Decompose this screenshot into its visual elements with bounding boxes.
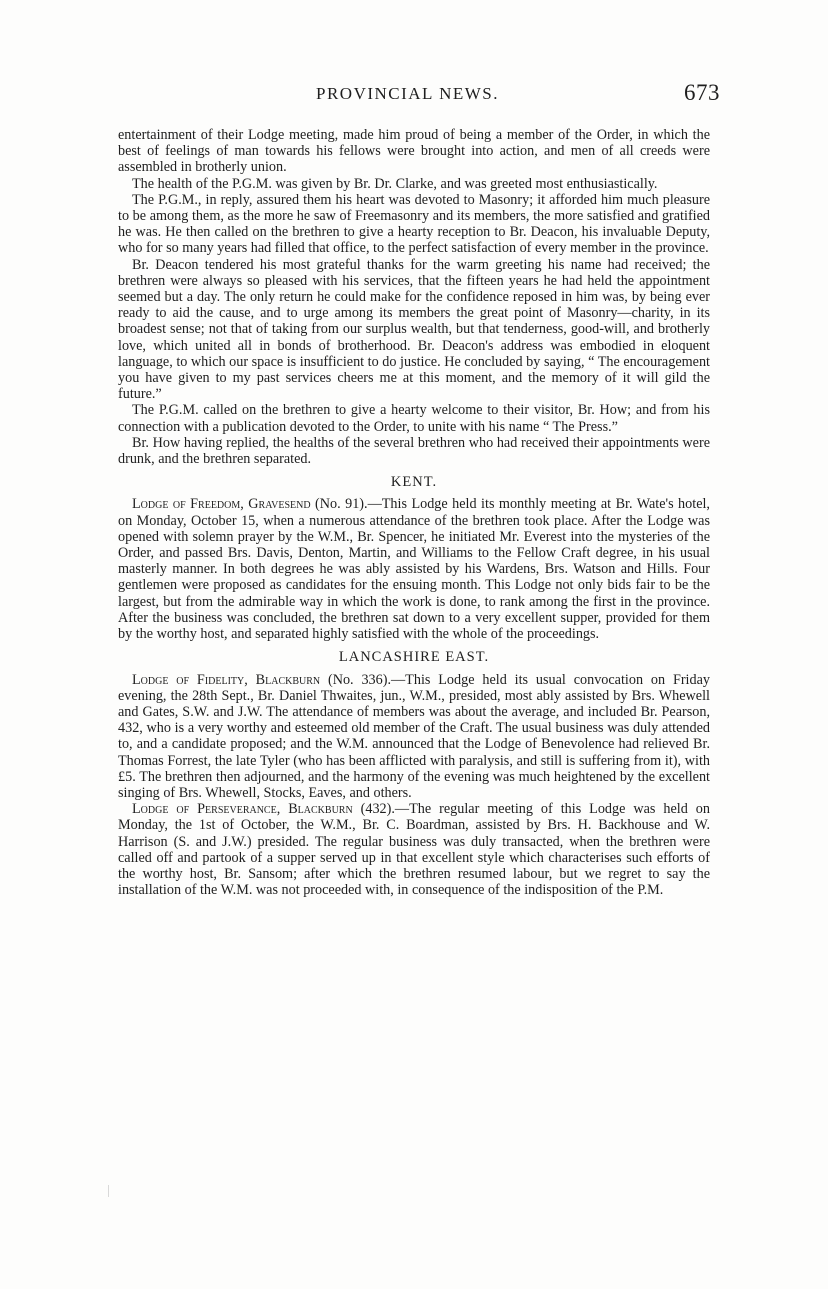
paragraph: The P.G.M. called on the brethren to give a hearty welcome to their visitor, Br. How; and from his connection with a publication devoted to the Order, to unite with his name “ The Press.” — [118, 402, 710, 435]
paragraph-text: (No. 91).—This Lodge held its monthly meeting at Br. Wate's hotel, on Monday, October 15, when a numerous attendance of the brethren took place. After the Lodge was opened with solemn prayer by the W.M., Br. Spencer, he initiated Mr. Everest into the mysteries of the Order, and passed Brs. Davis, Denton, Martin, and Williams to the Fellow Craft degree, in his usual masterly manner. In both degrees he was ably assisted by his Wardens, Brs. Watson and Hills. Four gentlemen were proposed as candidates for the ensuing month. This Lodge not only bids fair to be the largest, but from the admirable way in which the work is done, to rank among the first in the province. After the business was concluded, the brethren sat down to a very excellent supper, provided for them by the worthy host, and separated highly satisfied with the whole of the proceedings. — [118, 496, 710, 643]
paragraph-lodge-of-freedom — [118, 496, 710, 642]
margin-mark — [108, 1185, 109, 1197]
body-text — [118, 127, 710, 898]
lodge-name: Lodge of Perseverance, Blackburn — [132, 801, 353, 818]
section-heading-lancashire-east: LANCASHIRE EAST. — [338, 649, 490, 666]
paragraph-text: (No. 336).—This Lodge held its usual convocation on Friday evening, the 28th Sept., Br. Daniel Thwaites, jun., W.M., presided, most ably assisted by Brs. Whewell and Gates, S.W. and J.W. The attendance of members was about the average, and included Br. Pearson, 432, who is a very worthy and esteemed old member of the Craft. The usual business was duly attended to, and a candidate proposed; and the W.M. announced that the Lodge of Benevolence had relieved Br. Thomas Forrest, the late Tyler (who has been afflicted with paralysis, and still is suffering from it), with £5. The brethren then adjourned, and the harmony of the evening was much heightened by the excellent singing of Brs. Whewell, Stocks, Eaves, and others. — [118, 671, 710, 801]
lodge-name: Lodge of Freedom, Gravesend — [132, 496, 311, 513]
running-title: PROVINCIAL NEWS. — [316, 84, 499, 103]
paragraph-lodge-of-fidelity — [118, 672, 710, 802]
paragraph: The P.G.M., in reply, assured them his heart was devoted to Masonry; it afforded him much pleasure to be among them, as the more he saw of Freemasonry and its members, the more satisfied and gratified he was. He then called on the brethren to give a hearty reception to Br. Deacon, his invaluable Deputy, who for so many years had filled that office, to the perfect satisfaction of every member in the province. — [118, 191, 710, 257]
paragraph-lodge-of-perseverance — [118, 801, 710, 898]
paragraph: Br. Deacon tendered his most grateful thanks for the warm greeting his name had received; the brethren were always so pleased with his services, that the fifteen years he had held the appointment seemed but a day. The only return he could make for the confidence reposed in him was, by being ever ready to aid the cause, and to urge among its members the great point of Masonry—charity, in its broadest sense; not that of taking from our surplus wealth, but that tenderness, good-will, and brotherly love, which united all in bonds of brotherhood. Br. Deacon's address was embodied in eloquent language, to which our space is insufficient to do justice. He concluded by saying, “ The encouragement you have given to my past services cheers me at this moment, and the memory of it will gild the future.” — [118, 256, 710, 403]
page-number: 673 — [684, 80, 720, 105]
paragraph: entertainment of their Lodge meeting, made him proud of being a member of the Order, in which the best of feelings of man towards his fellows were brought into action, and men of all creeds were assembled in brotherly union. — [118, 127, 710, 176]
lodge-name: Lodge of Fidelity, Blackburn — [132, 671, 321, 688]
running-head — [120, 80, 720, 110]
paragraph-text: (432).—The regular meeting of this Lodge was held on Monday, the 1st of October, the W.M., Br. C. Boardman, assisted by Brs. H. Backhouse and W. Harrison (S. and J.W.) presided. The regular business was duly transacted, when the brethren were called off and partook of a supper served up in that excellent style which characterises such efforts of the worthy host, Br. Sansom; after which the brethren resumed labour, but we regret to say the installation of the W.M. was not proceeded with, in consequence of the indisposition of the P.M. — [118, 801, 710, 899]
paragraph: Br. How having replied, the healths of the several brethren who had received their appointments were drunk, and the brethren separated. — [118, 434, 710, 468]
paragraph: The health of the P.G.M. was given by Br. Dr. Clarke, and was greeted most enthusiastically. — [132, 175, 658, 192]
section-heading-kent: KENT. — [390, 474, 438, 491]
